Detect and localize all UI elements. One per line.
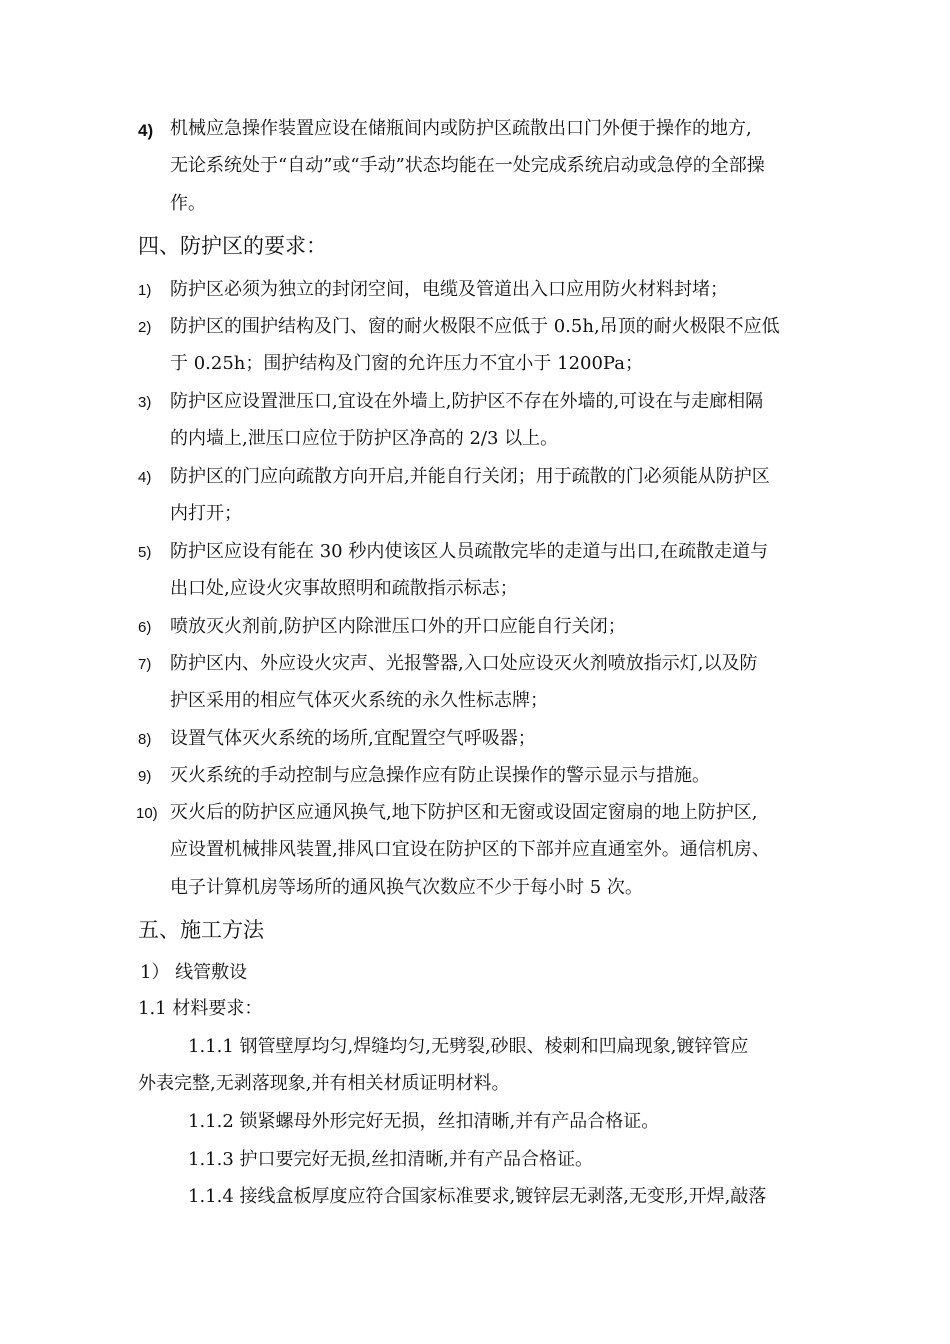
- list-item-line: 灭火后的防护区应通风换气,地下防护区和无窗或设固定窗扇的地上防护区,: [170, 802, 758, 823]
- list-number: 10): [136, 805, 158, 822]
- list-number: 3): [138, 394, 152, 411]
- list-item-line: 应设置机械排风装置,排风口宜设在防护区的下部并应直通室外。通信机房、: [170, 839, 770, 860]
- list-item-line: 喷放灭火剂前,防护区内除泄压口外的开口应能自行关闭；: [170, 616, 626, 637]
- list-item-line: 防护区内、外应设火灾声、光报警器,入口处应设灭火剂喷放指示灯,以及防: [170, 653, 758, 674]
- paragraph-line: 1.1.2 锁紧螺母外形完好无损，丝扣清晰,并有产品合格证。: [188, 1111, 660, 1132]
- section-heading: 五、施工方法: [138, 918, 264, 942]
- list-item-line: 于 0.25h；围护结构及门窗的允许压力不宜小于 1200Pa；: [170, 353, 643, 374]
- list-number: 1): [138, 282, 152, 299]
- paragraph-line: 外表完整,无剥落现象,并有相关材质证明材料。: [138, 1073, 510, 1094]
- list-item-line: 防护区应设有能在 30 秒内使该区人员疏散完毕的走道与出口,在疏散走道与: [170, 541, 769, 562]
- list-item-line: 作。: [170, 193, 206, 214]
- list-number: 9): [138, 768, 152, 785]
- list-item-line: 防护区的围护结构及门、窗的耐火极限不应低于 0.5h,吊顶的耐火极限不应低: [170, 316, 780, 337]
- paragraph-line: 1.1.4 接线盒板厚度应符合国家标准要求,镀锌层无剥落,无变形,开焊,敲落: [188, 1186, 767, 1207]
- list-item-line: 机械应急操作装置应设在储瓶间内或防护区疏散出口门外便于操作的地方,: [170, 118, 752, 139]
- list-item-line: 电子计算机房等场所的通风换气次数应不少于每小时 5 次。: [170, 877, 643, 898]
- list-number: 4): [138, 121, 154, 140]
- list-number: 2): [138, 319, 152, 336]
- subsection-title: 1） 线管敷设: [140, 962, 248, 983]
- list-item-line: 无论系统处于“自动”或“手动”状态均能在一处完成系统启动或急停的全部操: [170, 155, 765, 176]
- list-item-line: 的内墙上,泄压口应位于防护区净高的 2/3 以上。: [170, 428, 559, 449]
- list-item-line: 出口处,应设火灾事故照明和疏散指示标志；: [170, 578, 518, 599]
- list-number: 8): [138, 731, 152, 748]
- list-item-line: 防护区的门应向疏散方向开启,并能自行关闭；用于疏散的门必须能从防护区: [170, 466, 770, 487]
- list-number: 4): [138, 469, 152, 486]
- list-item-line: 灭火系统的手动控制与应急操作应有防止误操作的警示显示与措施。: [170, 765, 710, 786]
- list-item-line: 防护区必须为独立的封闭空间，电缆及管道出入口应用防火材料封堵；: [170, 279, 728, 300]
- list-number: 5): [138, 544, 152, 561]
- list-item-line: 内打开；: [170, 503, 242, 524]
- paragraph-line: 1.1.3 护口要完好无损,丝扣清晰,并有产品合格证。: [188, 1149, 593, 1170]
- subsection-title: 1.1 材料要求：: [138, 998, 263, 1019]
- list-item-line: 设置气体灭火系统的场所,宜配置空气呼吸器；: [170, 728, 536, 749]
- list-number: 7): [138, 656, 152, 673]
- list-number: 6): [138, 619, 152, 636]
- list-item-line: 防护区应设置泄压口,宜设在外墙上,防护区不存在外墙的,可设在与走廊相隔: [170, 391, 764, 412]
- list-item-line: 护区采用的相应气体灭火系统的永久性标志牌；: [170, 690, 548, 711]
- section-heading: 四、防护区的要求：: [138, 234, 327, 258]
- paragraph-line: 1.1.1 钢管壁厚均匀,焊缝均匀,无劈裂,砂眼、棱刺和凹扁现象,镀锌管应: [188, 1036, 749, 1057]
